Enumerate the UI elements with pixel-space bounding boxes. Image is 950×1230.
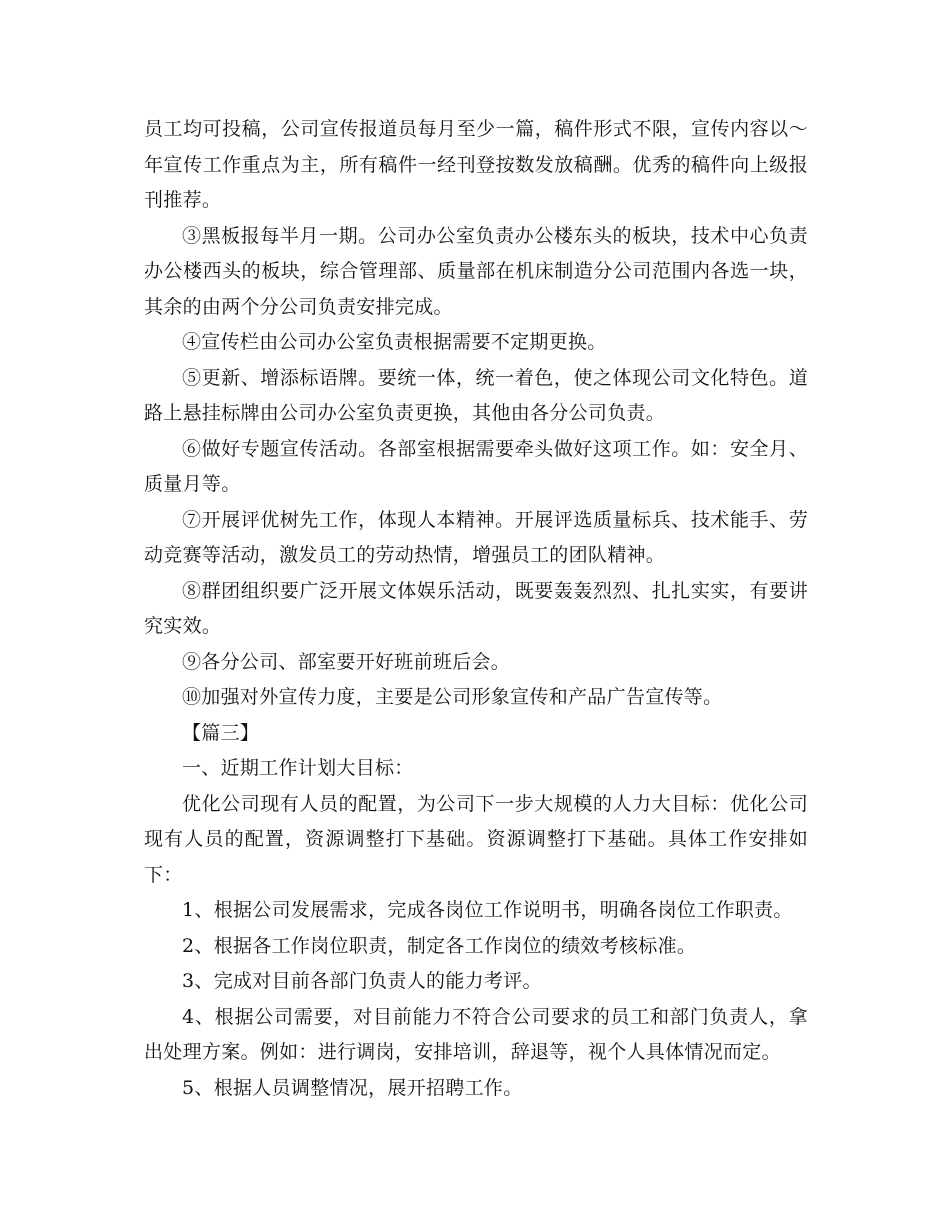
document-body [144, 112, 808, 1106]
paragraph-special-campaigns: ⑥做好专题宣传活动。各部室根据需要牵头做好这项工作。如：安全月、质量月等。 [144, 437, 808, 495]
paragraph-staff-optimization: 优化公司现有人员的配置，为公司下一步大规模的人力大目标：优化公司现有人员的配置，资源调整打下基础。资源调整打下基础。具体工作安排如下： [144, 792, 808, 886]
list-item-performance-standards: 2、根据各工作岗位职责，制定各工作岗位的绩效考核标准。 [182, 934, 697, 957]
paragraph-slogan-signs: ⑤更新、增添标语牌。要统一体，统一着色，使之体现公司文化特色。道路上悬挂标牌由公司办公室负责更换，其他由各分公司负责。 [144, 366, 808, 424]
paragraph-bulletin-board: ④宣传栏由公司办公室负责根据需要不定期更换。 [182, 331, 607, 353]
list-item-manager-evaluation: 3、完成对目前各部门负责人的能力考评。 [182, 970, 542, 992]
list-item-recruitment: 5、根据人员调整情况，展开招聘工作。 [182, 1076, 523, 1099]
paragraph-contribution-policy: 员工均可投稿，公司宣传报道员每月至少一篇，稿件形式不限，宣传内容以～年宣传工作重点为主，所有稿件一经刊登按数发放稿酬。优秀的稿件向上级报刊推荐。 [144, 118, 808, 211]
paragraph-excellence-awards: ⑦开展评优树先工作，体现人本精神。开展评选质量标兵、技术能手、劳动竞赛等活动，激发员工的劳动热情，增强员工的团队精神。 [144, 508, 808, 566]
paragraph-cultural-activities: ⑧群团组织要广泛开展文体娱乐活动，既要轰轰烈烈、扎扎实实，有要讲究实效。 [144, 579, 808, 637]
list-item-job-descriptions: 1、根据公司发展需求，完成各岗位工作说明书，明确各岗位工作职责。 [182, 899, 793, 921]
list-item-handling-plan: 4、根据公司需要，对目前能力不符合公司要求的员工和部门负责人，拿出处理方案。例如：进行调岗，安排培训，辞退等，视个人具体情况而定。 [144, 1005, 808, 1063]
section-heading-part-three: 【篇三】 [182, 721, 260, 744]
paragraph-external-publicity: ⑩加强对外宣传力度，主要是公司形象宣传和产品广告宣传等。 [182, 686, 723, 708]
paragraph-blackboard: ③黑板报每半月一期。公司办公室负责办公楼东头的板块，技术中心负责办公楼西头的板块，综合管理部、质量部在机床制造分公司范围内各选一块，其余的由两个分公司负责安排完成。 [144, 224, 808, 318]
paragraph-shift-meetings: ⑨各分公司、部室要开好班前班后会。 [182, 650, 511, 673]
subheading-near-term-goals: 一、近期工作计划大目标： [182, 757, 414, 779]
